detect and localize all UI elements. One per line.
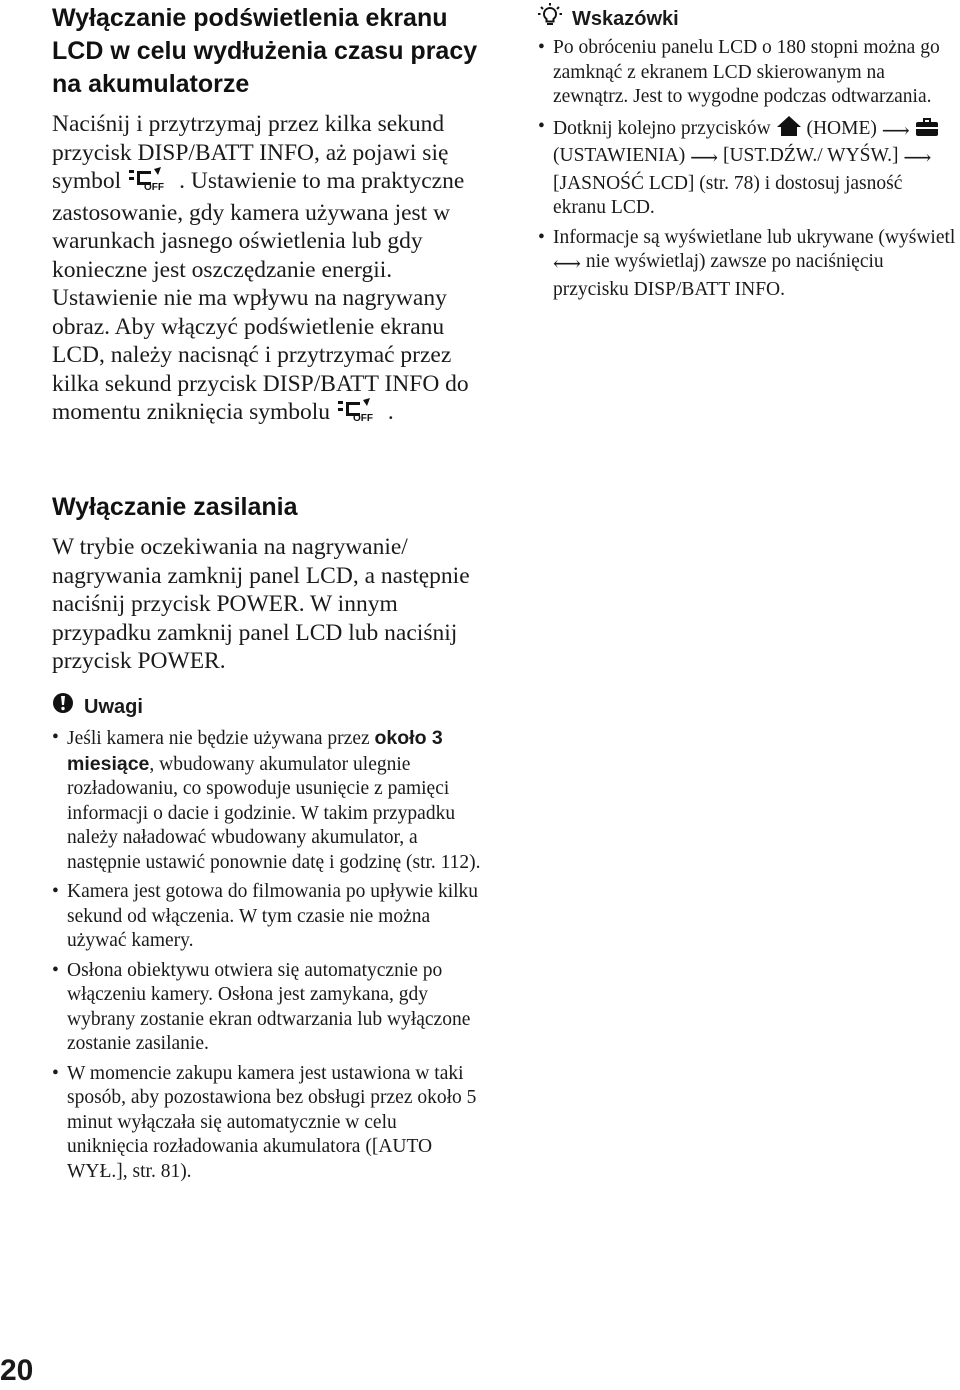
arrow-right-icon: ⟶: [903, 148, 932, 169]
notes-title: Uwagi: [84, 695, 143, 718]
list-item: • W momencie zakupu kamera jest ustawiona w taki sposób, aby pozostawiona bez obsługi przez około 5 minut wyłączała się automatycznie w celu uniknięcia rozładowania akumulatora ([AUTO WYŁ.], str. 81).: [52, 1062, 482, 1185]
list-item: • Kamera jest gotowa do filmowania po upływie kilku sekund od włączenia. W tym czasie nie można używać kamery.: [52, 880, 482, 954]
list-item: • Po obróceniu panelu LCD o 180 stopni można go zamknąć z ekranem LCD skierowanym na zewnątrz. Jest to wygodne podczas odtwarzania.: [538, 36, 960, 110]
backlight-text-3: .: [387, 399, 394, 425]
lightbulb-icon: [538, 3, 562, 34]
lcd-backlight-off-icon: [127, 167, 179, 199]
home-icon: [776, 115, 802, 145]
section-title-backlight: Wyłączanie podświetlenia ekranu LCD w celu wydłużenia czasu pracy na akumulatorze: [52, 4, 478, 98]
tips-header: [538, 3, 679, 34]
list-item: • Osłona obiektywu otwiera się automatycznie po włączeniu kamery. Osłona jest zamykana, gdy wybrany zostanie ekran odtwarzania lub wyłączone zostanie zasilanie.: [52, 959, 482, 1057]
toolbox-icon: [915, 115, 939, 145]
list-item: • Informacje są wyświetlane lub ukrywane (wyświetl ⟷ nie wyświetlaj) zawsze po naciśnięciu przycisku DISP/BATT INFO.: [538, 226, 960, 303]
arrow-right-icon: ⟶: [690, 148, 719, 169]
power-off-paragraph: W trybie oczekiwania na nagrywanie/ nagrywania zamknij panel LCD, a następnie naciśnij przycisk POWER. W innym przypadku zamknij panel LCD lub naciśnij przycisk POWER.: [52, 534, 470, 674]
tips-list: [538, 36, 960, 302]
tips-title: Wskazówki: [572, 7, 679, 30]
notes-header: [52, 692, 143, 721]
backlight-paragraph: [52, 110, 484, 430]
page-number: 20: [0, 1354, 34, 1387]
list-item: • Jeśli kamera nie będzie używana przez około 3 miesiące, wbudowany akumulator ulegnie rozładowaniu, co spowoduje usunięcie z pamięci informacji o dacie i godzinie. W takim przypadku należy naładować wbudowany akumulator, a następnie ustawić ponownie datę i godzinę (str. 112).: [52, 726, 482, 875]
backlight-text-2: . Ustawienie to ma praktyczne zastosowanie, gdy kamera używana jest w warunkach jasnego oświetlenia lub gdy konieczne jest oszczędzanie energii. Ustawienie nie ma wpływu na nagrywany obraz. Aby włączyć podświetlenie ekranu LCD, należy nacisnąć i przytrzymać przez kilka sekund przycisk DISP/BATT INFO do momentu zniknięcia symbolu: [52, 168, 469, 425]
list-item: • Dotknij kolejno przycisków (HOME) ⟶ (USTAWIENIA) ⟶ [UST.DŹW./ WYŚW.] ⟶ [JASNOŚĆ LCD] (str. 78) i dostosuj jasność ekranu LCD.: [538, 115, 960, 221]
svg-text:OFF: OFF: [352, 413, 373, 422]
caution-icon: [52, 692, 74, 721]
arrow-right-icon: ⟶: [881, 120, 910, 142]
notes-list: [52, 726, 482, 1184]
svg-text:OFF: OFF: [144, 182, 165, 191]
section-title-power-off: Wyłączanie zasilania: [52, 493, 298, 521]
double-arrow-icon: ⟷: [553, 254, 581, 275]
lcd-backlight-off-icon: [336, 398, 388, 430]
backlight-text-1: Naciśnij i przytrzymaj przez kilka sekund przycisk DISP/BATT INFO, aż pojawi się symbol: [52, 111, 449, 194]
